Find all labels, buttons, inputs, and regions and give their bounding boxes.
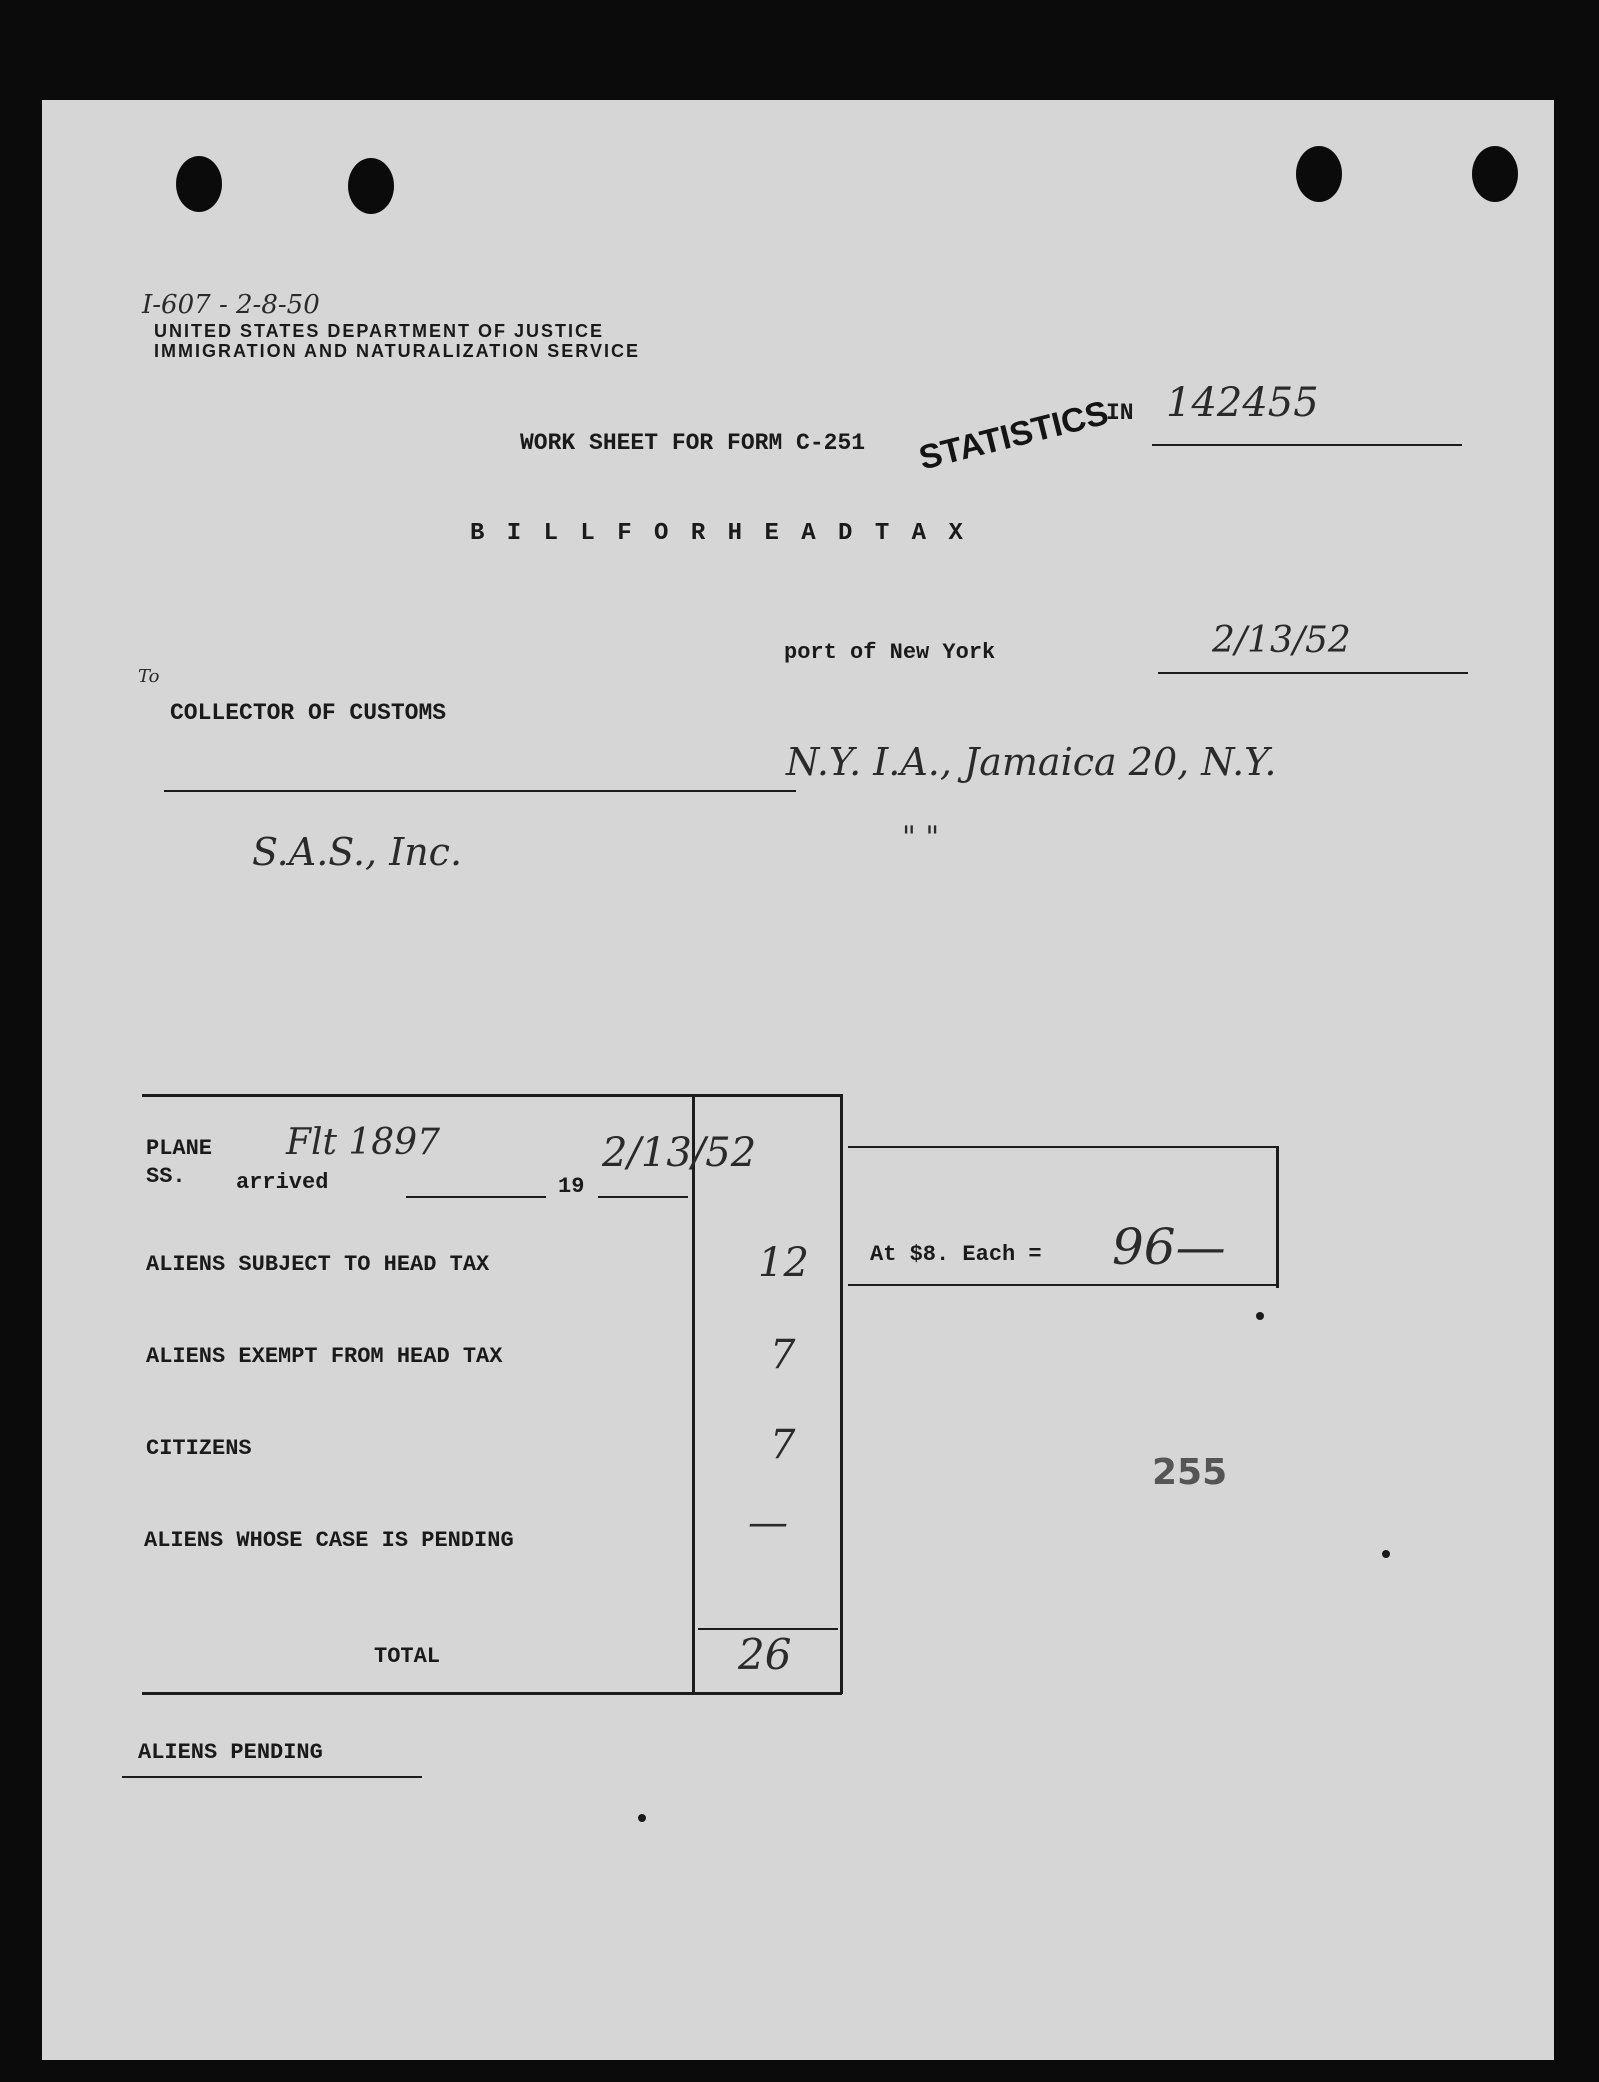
- row-value-pending: —: [748, 1500, 788, 1546]
- row-label-pending: ALIENS WHOSE CASE IS PENDING: [144, 1528, 514, 1553]
- document-sheet: [42, 100, 1554, 2060]
- agency-line-1: UNITED STATES DEPARTMENT OF JUSTICE: [154, 321, 605, 341]
- addressee-underline: [164, 790, 796, 792]
- ink-speck: [1256, 1312, 1264, 1320]
- aliens-pending-label: ALIENS PENDING: [138, 1740, 323, 1765]
- total-label: TOTAL: [374, 1644, 441, 1669]
- bill-title: B I L L F O R H E A D T A X: [470, 520, 967, 547]
- row-label-subject: ALIENS SUBJECT TO HEAD TAX: [146, 1252, 490, 1277]
- date-underline: [1158, 672, 1468, 674]
- plane-label: PLANE: [146, 1136, 213, 1161]
- aliens-pending-underline: [122, 1776, 422, 1778]
- punch-hole: [1472, 146, 1518, 202]
- rate-amount: 96—: [1112, 1218, 1226, 1276]
- rate-label: At $8. Each =: [870, 1242, 1042, 1267]
- table-top-border: [142, 1094, 842, 1097]
- ditto-marks: " ": [902, 820, 940, 855]
- in-number: 142455: [1166, 380, 1319, 426]
- row-value-subject: 12: [758, 1240, 809, 1286]
- punch-hole: [1296, 146, 1342, 202]
- addressee: COLLECTOR OF CUSTOMS: [170, 700, 447, 726]
- ss-label: SS.: [146, 1164, 186, 1189]
- location: N.Y. I.A., Jamaica 20, N.Y.: [786, 740, 1277, 784]
- port-label: port of New York: [784, 640, 996, 665]
- arrived-underline: [406, 1196, 546, 1198]
- punch-hole: [348, 158, 394, 214]
- carrier-name: S.A.S., Inc.: [252, 830, 463, 874]
- page-number-stamp: 255: [1152, 1452, 1228, 1493]
- arrived-label: arrived: [236, 1170, 329, 1195]
- bill-date: 2/13/52: [1212, 620, 1351, 661]
- table-right-border: [840, 1094, 843, 1694]
- year-prefix: 19: [558, 1174, 585, 1199]
- agency-line-2: IMMIGRATION AND NATURALIZATION SERVICE: [154, 341, 640, 361]
- row-value-citizens: 7: [770, 1422, 796, 1468]
- rate-box-right: [1276, 1146, 1279, 1288]
- flight-number: Flt 1897: [286, 1122, 441, 1163]
- row-label-exempt: ALIENS EXEMPT FROM HEAD TAX: [146, 1344, 503, 1369]
- addressee-prefix: To: [138, 666, 160, 687]
- rate-box-top: [848, 1146, 1278, 1148]
- row-value-exempt: 7: [770, 1332, 796, 1378]
- rate-box-bottom: [848, 1284, 1278, 1286]
- in-number-underline: [1152, 444, 1462, 446]
- table-bottom-border: [142, 1692, 842, 1695]
- ink-speck: [638, 1814, 646, 1822]
- total-value: 26: [738, 1630, 792, 1679]
- statistics-stamp: STATISTICS: [915, 393, 1113, 478]
- form-number: I-607 - 2-8-50: [142, 290, 320, 320]
- year-underline: [598, 1196, 688, 1198]
- arrival-date: 2/13/52: [602, 1130, 757, 1176]
- worksheet-title: WORK SHEET FOR FORM C-251: [520, 430, 866, 456]
- punch-hole: [176, 156, 222, 212]
- table-value-divider: [692, 1094, 695, 1694]
- ink-speck: [1382, 1550, 1390, 1558]
- row-label-citizens: CITIZENS: [146, 1436, 252, 1461]
- in-label: IN: [1106, 400, 1134, 426]
